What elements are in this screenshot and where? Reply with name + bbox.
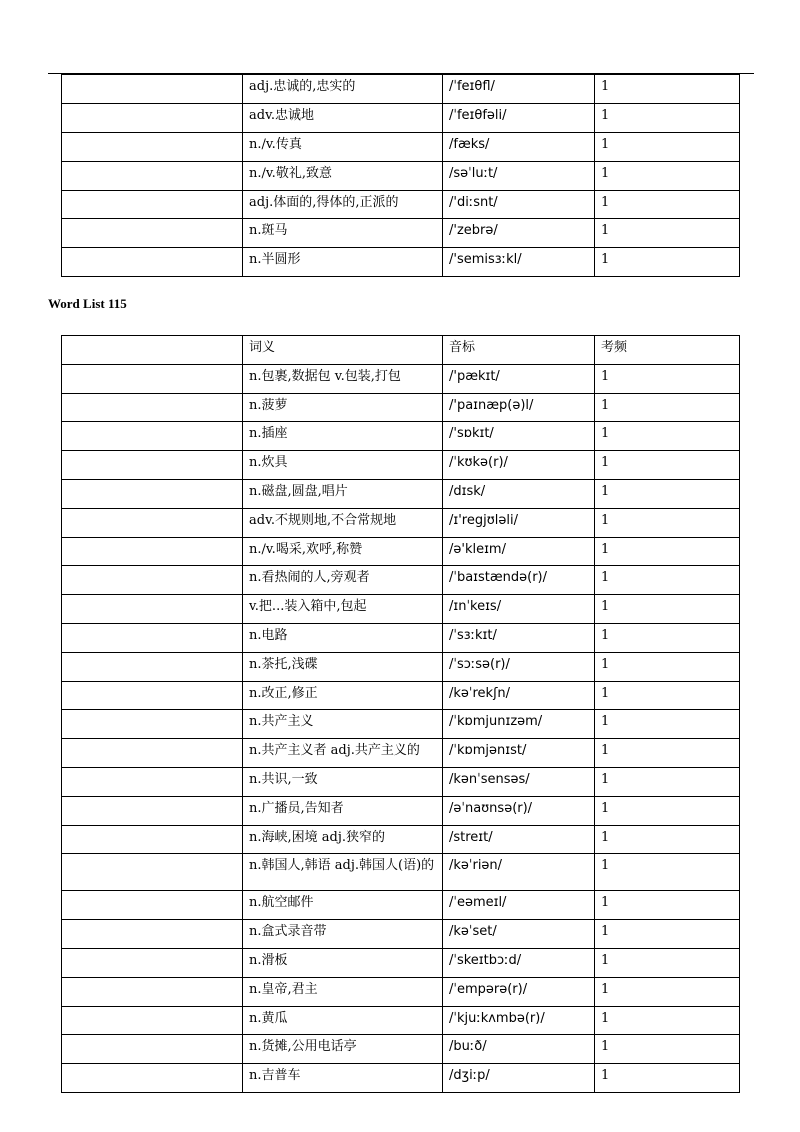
definition-cell: n.半圆形 <box>243 248 443 277</box>
frequency-cell: 1 <box>595 796 740 825</box>
frequency-cell: 1 <box>595 1064 740 1093</box>
table-row <box>62 854 740 891</box>
table-row <box>62 161 740 190</box>
phonetic-cell: /ɪ'regjʊləli/ <box>443 508 595 537</box>
blank-cell <box>62 681 243 710</box>
table-header-row <box>62 336 740 365</box>
table-row <box>62 1035 740 1064</box>
frequency-cell: 1 <box>595 103 740 132</box>
table-row <box>62 710 740 739</box>
frequency-cell: 1 <box>595 767 740 796</box>
phonetic-cell: /əˈnaʊnsə(r)/ <box>443 796 595 825</box>
frequency-cell: 1 <box>595 219 740 248</box>
word-list-table-body <box>62 336 740 1093</box>
blank-cell <box>62 891 243 920</box>
frequency-cell: 1 <box>595 1006 740 1035</box>
blank-cell <box>62 161 243 190</box>
definition-cell: n./v.传真 <box>243 132 443 161</box>
definition-cell: n.航空邮件 <box>243 891 443 920</box>
blank-cell <box>62 920 243 949</box>
table-row <box>62 566 740 595</box>
table-row <box>62 891 740 920</box>
blank-cell <box>62 566 243 595</box>
frequency-cell: 1 <box>595 948 740 977</box>
table-row <box>62 132 740 161</box>
phonetic-cell: /fæks/ <box>443 132 595 161</box>
table-row <box>62 219 740 248</box>
frequency-cell: 1 <box>595 566 740 595</box>
phonetic-cell: /dʒiːp/ <box>443 1064 595 1093</box>
frequency-cell: 1 <box>595 479 740 508</box>
phonetic-cell: /ˈempərə(r)/ <box>443 977 595 1006</box>
table-row <box>62 1006 740 1035</box>
definition-cell: n.插座 <box>243 422 443 451</box>
table-row <box>62 75 740 104</box>
phonetic-cell: /'paɪnæp(ə)l/ <box>443 393 595 422</box>
header-phonetic: 音标 <box>443 336 595 365</box>
table-row <box>62 248 740 277</box>
blank-cell <box>62 710 243 739</box>
definition-cell: n.盒式录音带 <box>243 920 443 949</box>
table-row <box>62 451 740 480</box>
frequency-cell: 1 <box>595 920 740 949</box>
blank-cell <box>62 1064 243 1093</box>
phonetic-cell: /'zebrə/ <box>443 219 595 248</box>
previous-table-body <box>62 75 740 277</box>
definition-cell: n.共产主义者 adj.共产主义的 <box>243 739 443 768</box>
frequency-cell: 1 <box>595 451 740 480</box>
blank-cell <box>62 132 243 161</box>
blank-cell <box>62 451 243 480</box>
phonetic-cell: /kəˈriən/ <box>443 854 595 891</box>
frequency-cell: 1 <box>595 891 740 920</box>
blank-cell <box>62 652 243 681</box>
word-list-title: Word List 115 <box>48 296 127 311</box>
phonetic-cell: /ˈkʊkə(r)/ <box>443 451 595 480</box>
frequency-cell: 1 <box>595 248 740 277</box>
phonetic-cell: /ˈkɒmjunɪzəm/ <box>443 710 595 739</box>
definition-cell: adv.忠诚地 <box>243 103 443 132</box>
definition-cell: adv.不规则地,不合常规地 <box>243 508 443 537</box>
header-frequency: 考频 <box>595 336 740 365</box>
definition-cell: n.磁盘,圆盘,唱片 <box>243 479 443 508</box>
frequency-cell: 1 <box>595 652 740 681</box>
blank-cell <box>62 595 243 624</box>
frequency-cell: 1 <box>595 710 740 739</box>
table-row <box>62 103 740 132</box>
definition-cell: n.货摊,公用电话亭 <box>243 1035 443 1064</box>
phonetic-cell: /'semisɜːkl/ <box>443 248 595 277</box>
definition-cell: n.菠萝 <box>243 393 443 422</box>
table-row <box>62 595 740 624</box>
frequency-cell: 1 <box>595 854 740 891</box>
frequency-cell: 1 <box>595 75 740 104</box>
phonetic-cell: /'pækɪt/ <box>443 364 595 393</box>
definition-cell: n.电路 <box>243 623 443 652</box>
table-row <box>62 364 740 393</box>
table-row <box>62 623 740 652</box>
blank-cell <box>62 623 243 652</box>
definition-cell: n.茶托,浅碟 <box>243 652 443 681</box>
table-row <box>62 681 740 710</box>
table-row <box>62 652 740 681</box>
blank-cell <box>62 103 243 132</box>
definition-cell: n.改正,修正 <box>243 681 443 710</box>
phonetic-cell: /kənˈsensəs/ <box>443 767 595 796</box>
blank-cell <box>62 739 243 768</box>
phonetic-cell: /səˈluːt/ <box>443 161 595 190</box>
table-row <box>62 190 740 219</box>
frequency-cell: 1 <box>595 508 740 537</box>
definition-cell: n.广播员,告知者 <box>243 796 443 825</box>
blank-cell <box>62 75 243 104</box>
frequency-cell: 1 <box>595 132 740 161</box>
definition-cell: n.看热闹的人,旁观者 <box>243 566 443 595</box>
frequency-cell: 1 <box>595 537 740 566</box>
frequency-cell: 1 <box>595 393 740 422</box>
definition-cell: n.滑板 <box>243 948 443 977</box>
phonetic-cell: /buːð/ <box>443 1035 595 1064</box>
blank-cell <box>62 1035 243 1064</box>
definition-cell: adj.体面的,得体的,正派的 <box>243 190 443 219</box>
frequency-cell: 1 <box>595 681 740 710</box>
definition-cell: n.炊具 <box>243 451 443 480</box>
table-row <box>62 537 740 566</box>
blank-cell <box>62 393 243 422</box>
blank-cell <box>62 508 243 537</box>
definition-cell: n.斑马 <box>243 219 443 248</box>
blank-cell <box>62 948 243 977</box>
frequency-cell: 1 <box>595 977 740 1006</box>
phonetic-cell: /ˈsɔːsə(r)/ <box>443 652 595 681</box>
phonetic-cell: /'sɒkɪt/ <box>443 422 595 451</box>
blank-cell <box>62 219 243 248</box>
definition-cell: n.海峡,困境 adj.狭窄的 <box>243 825 443 854</box>
definition-cell: n.皇帝,君主 <box>243 977 443 1006</box>
phonetic-cell: /kəˈset/ <box>443 920 595 949</box>
blank-cell <box>62 854 243 891</box>
previous-word-table <box>61 74 740 277</box>
definition-cell: n.吉普车 <box>243 1064 443 1093</box>
blank-cell <box>62 825 243 854</box>
table-row <box>62 767 740 796</box>
phonetic-cell: /ˈkɒmjənɪst/ <box>443 739 595 768</box>
phonetic-cell: /streɪt/ <box>443 825 595 854</box>
blank-cell <box>62 537 243 566</box>
phonetic-cell: /kəˈrekʃn/ <box>443 681 595 710</box>
blank-cell <box>62 248 243 277</box>
table-row <box>62 796 740 825</box>
blank-cell <box>62 422 243 451</box>
definition-cell: v.把...装入箱中,包起 <box>243 595 443 624</box>
table-row <box>62 508 740 537</box>
definition-cell: n./v.喝采,欢呼,称赞 <box>243 537 443 566</box>
phonetic-cell: /ˈeəmeɪl/ <box>443 891 595 920</box>
table-row <box>62 977 740 1006</box>
header-blank-cell <box>62 336 243 365</box>
phonetic-cell: /ˈbaɪstændə(r)/ <box>443 566 595 595</box>
word-list-table <box>61 335 740 1093</box>
phonetic-cell: /'diːsnt/ <box>443 190 595 219</box>
phonetic-cell: /ɪnˈkeɪs/ <box>443 595 595 624</box>
phonetic-cell: /ˈkjuːkʌmbə(r)/ <box>443 1006 595 1035</box>
table-row <box>62 393 740 422</box>
phonetic-cell: /ˈfeɪθfəli/ <box>443 103 595 132</box>
blank-cell <box>62 1006 243 1035</box>
blank-cell <box>62 977 243 1006</box>
phonetic-cell: /ˈsɜːkɪt/ <box>443 623 595 652</box>
header-definition: 词义 <box>243 336 443 365</box>
blank-cell <box>62 190 243 219</box>
frequency-cell: 1 <box>595 190 740 219</box>
definition-cell: adj.忠诚的,忠实的 <box>243 75 443 104</box>
phonetic-cell: /ˈfeɪθfl/ <box>443 75 595 104</box>
definition-cell: n.黄瓜 <box>243 1006 443 1035</box>
definition-cell: n.韩国人,韩语 adj.韩国人(语)的 <box>243 854 443 891</box>
frequency-cell: 1 <box>595 739 740 768</box>
frequency-cell: 1 <box>595 364 740 393</box>
frequency-cell: 1 <box>595 422 740 451</box>
table-row <box>62 1064 740 1093</box>
frequency-cell: 1 <box>595 161 740 190</box>
table-row <box>62 948 740 977</box>
table-row <box>62 479 740 508</box>
blank-cell <box>62 767 243 796</box>
frequency-cell: 1 <box>595 825 740 854</box>
table-row <box>62 825 740 854</box>
blank-cell <box>62 796 243 825</box>
blank-cell <box>62 364 243 393</box>
definition-cell: n.共识,一致 <box>243 767 443 796</box>
frequency-cell: 1 <box>595 1035 740 1064</box>
frequency-cell: 1 <box>595 623 740 652</box>
blank-cell <box>62 479 243 508</box>
frequency-cell: 1 <box>595 595 740 624</box>
definition-cell: n./v.敬礼,致意 <box>243 161 443 190</box>
phonetic-cell: /ˈskeɪtbɔːd/ <box>443 948 595 977</box>
definition-cell: n.共产主义 <box>243 710 443 739</box>
table-row <box>62 739 740 768</box>
table-row <box>62 422 740 451</box>
definition-cell: n.包裹,数据包 v.包装,打包 <box>243 364 443 393</box>
phonetic-cell: /ə'kleɪm/ <box>443 537 595 566</box>
table-row <box>62 920 740 949</box>
phonetic-cell: /dɪsk/ <box>443 479 595 508</box>
